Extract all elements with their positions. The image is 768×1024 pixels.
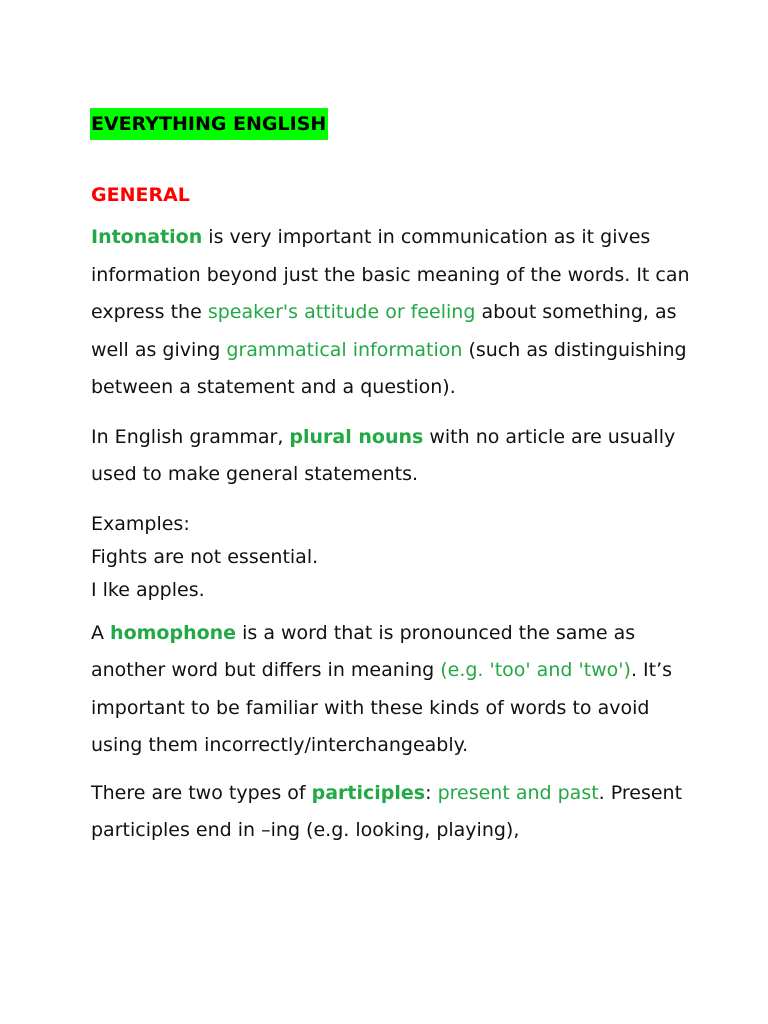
examples-block [91,508,701,607]
term-intonation: Intonation [91,226,203,248]
example-line: I lke apples. [91,578,205,601]
section-heading: GENERAL [91,184,190,206]
examples-label: Examples: [91,512,190,535]
paragraph-plural-nouns [91,419,701,494]
text-segment: A [91,621,111,644]
term-homophone: homophone [110,621,237,644]
document-title: EVERYTHING ENGLISH [90,108,328,140]
document-page [91,108,701,850]
paragraph-participles [91,775,701,850]
highlight-present-and-past: present and past [437,781,599,804]
text-segment: is very important in communication as it gives information beyond just the basic meaning of the words. It can express the [91,226,690,323]
example-line: Fights are not essential. [91,545,319,568]
highlight-grammatical-information: grammatical information [226,338,463,361]
highlight-homophone-example: (e.g. 'too' and 'two') [440,659,631,681]
term-plural-nouns: plural nouns [289,425,424,448]
text-segment: . It’s important to be familiar with these kinds of words to avoid using them incorrectly/interchangeably. [91,659,673,756]
term-participles: participles [311,781,426,804]
text-segment: is a word that is pronounced the same as another word but differs in meaning [91,621,636,681]
text-segment: with no article are usually used to make general statements. [91,425,676,485]
paragraph-homophone [91,615,701,765]
text-segment: There are two types of [91,781,312,804]
paragraph-intonation [91,219,701,407]
text-segment: In English grammar, [91,425,290,448]
text-segment: (such as distinguishing between a statement and a question). [91,338,687,398]
text-segment: : [425,781,438,804]
text-segment: about something, as well as giving [91,301,677,361]
highlight-attitude: speaker's attitude or feeling [207,301,476,323]
text-segment: . Present participles end in –ing (e.g. looking, playing), [91,781,683,841]
